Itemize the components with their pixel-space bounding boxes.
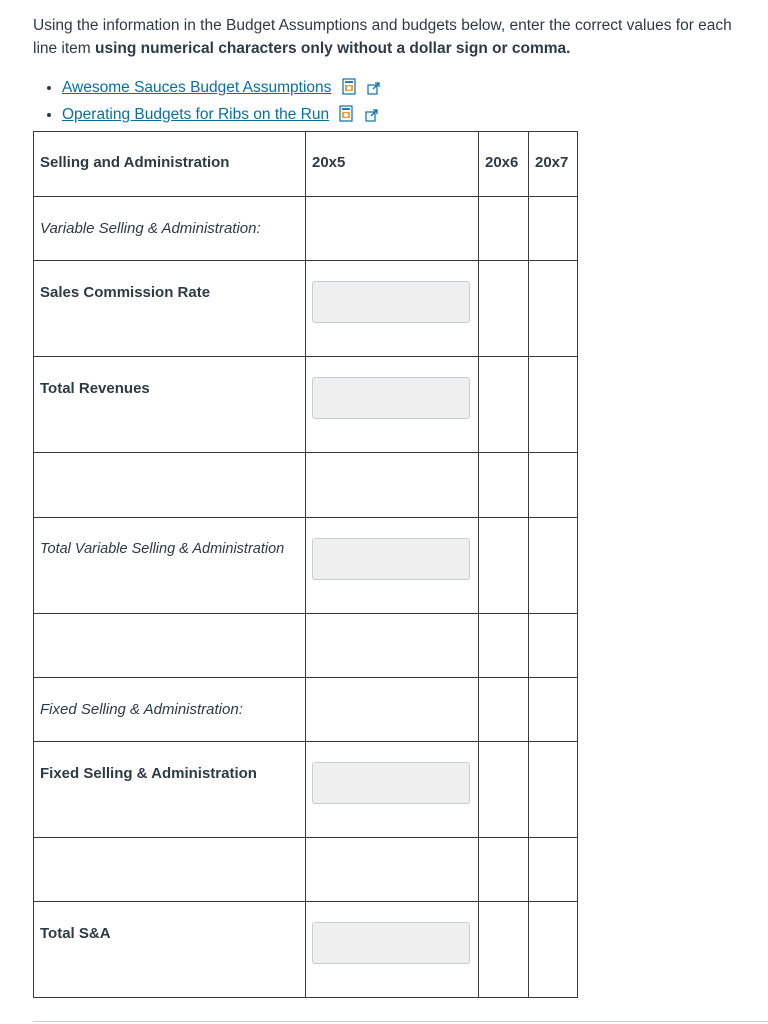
total-revenues-input[interactable] bbox=[312, 377, 470, 419]
row-label: Total S&A bbox=[40, 925, 111, 942]
resource-links bbox=[33, 76, 380, 130]
column-header: 20x5 bbox=[306, 132, 479, 197]
value-cell bbox=[529, 614, 578, 678]
row-label-cell bbox=[34, 614, 306, 678]
table-row bbox=[34, 742, 578, 838]
row-label-cell bbox=[34, 518, 306, 614]
row-label-cell bbox=[34, 197, 306, 261]
value-cell bbox=[479, 838, 529, 902]
column-header: Selling and Administration bbox=[34, 132, 306, 197]
row-label: Total Variable Selling & Administration bbox=[40, 541, 285, 557]
value-cell bbox=[306, 518, 479, 614]
row-label: Fixed Selling & Administration: bbox=[40, 701, 243, 718]
list-item bbox=[62, 76, 380, 103]
row-label: Total Revenues bbox=[40, 380, 150, 397]
table-row bbox=[34, 614, 578, 678]
value-cell bbox=[529, 518, 578, 614]
total-sa-input[interactable] bbox=[312, 922, 470, 964]
row-label: Variable Selling & Administration: bbox=[40, 220, 261, 237]
value-cell bbox=[479, 261, 529, 357]
value-cell bbox=[529, 357, 578, 453]
row-label-cell bbox=[34, 357, 306, 453]
total-variable-sa-input[interactable] bbox=[312, 538, 470, 580]
row-label: Fixed Selling & Administration bbox=[40, 765, 257, 782]
value-cell bbox=[479, 197, 529, 261]
document-preview-icon[interactable] bbox=[342, 78, 357, 103]
row-label-cell bbox=[34, 678, 306, 742]
row-label-cell bbox=[34, 453, 306, 518]
value-cell bbox=[529, 742, 578, 838]
fixed-sa-input[interactable] bbox=[312, 762, 470, 804]
value-cell bbox=[479, 678, 529, 742]
list-item bbox=[62, 103, 380, 130]
value-cell bbox=[306, 902, 479, 998]
divider bbox=[33, 1021, 768, 1022]
column-header: 20x7 bbox=[529, 132, 578, 197]
column-header: 20x6 bbox=[479, 132, 529, 197]
value-cell bbox=[306, 614, 479, 678]
external-link-icon[interactable] bbox=[365, 106, 378, 130]
value-cell bbox=[306, 742, 479, 838]
table-row bbox=[34, 678, 578, 742]
link-budget-assumptions[interactable]: Awesome Sauces Budget Assumptions bbox=[62, 79, 332, 96]
value-cell bbox=[529, 678, 578, 742]
table-row bbox=[34, 902, 578, 998]
row-label-cell bbox=[34, 838, 306, 902]
value-cell bbox=[306, 678, 479, 742]
value-cell bbox=[479, 453, 529, 518]
instructions-emphasis: using numerical characters only without a dollar sign or comma. bbox=[95, 40, 571, 57]
sales-commission-rate-input[interactable] bbox=[312, 281, 470, 323]
value-cell bbox=[306, 197, 479, 261]
value-cell bbox=[529, 902, 578, 998]
value-cell bbox=[529, 838, 578, 902]
value-cell bbox=[479, 742, 529, 838]
row-label: Sales Commission Rate bbox=[40, 284, 211, 301]
link-operating-budgets[interactable]: Operating Budgets for Ribs on the Run bbox=[62, 106, 330, 123]
document-preview-icon[interactable] bbox=[339, 105, 354, 130]
value-cell bbox=[529, 453, 578, 518]
external-link-icon[interactable] bbox=[367, 79, 380, 103]
instructions bbox=[33, 14, 743, 60]
budget-table bbox=[33, 131, 578, 998]
row-label-cell bbox=[34, 902, 306, 998]
table-row bbox=[34, 197, 578, 261]
value-cell bbox=[306, 357, 479, 453]
table-row bbox=[34, 261, 578, 357]
value-cell bbox=[479, 357, 529, 453]
row-label-cell bbox=[34, 742, 306, 838]
value-cell bbox=[529, 197, 578, 261]
table-row bbox=[34, 453, 578, 518]
table-row bbox=[34, 838, 578, 902]
row-label-cell bbox=[34, 261, 306, 357]
value-cell bbox=[479, 518, 529, 614]
value-cell bbox=[306, 261, 479, 357]
table-row bbox=[34, 357, 578, 453]
instructions-text: Using the information in the Budget Assumptions and budgets below, enter the correct values for each line item bbox=[33, 17, 732, 57]
value-cell bbox=[306, 453, 479, 518]
value-cell bbox=[529, 261, 578, 357]
table-row bbox=[34, 518, 578, 614]
table-header-row bbox=[34, 132, 578, 197]
value-cell bbox=[479, 614, 529, 678]
value-cell bbox=[479, 902, 529, 998]
value-cell bbox=[306, 838, 479, 902]
